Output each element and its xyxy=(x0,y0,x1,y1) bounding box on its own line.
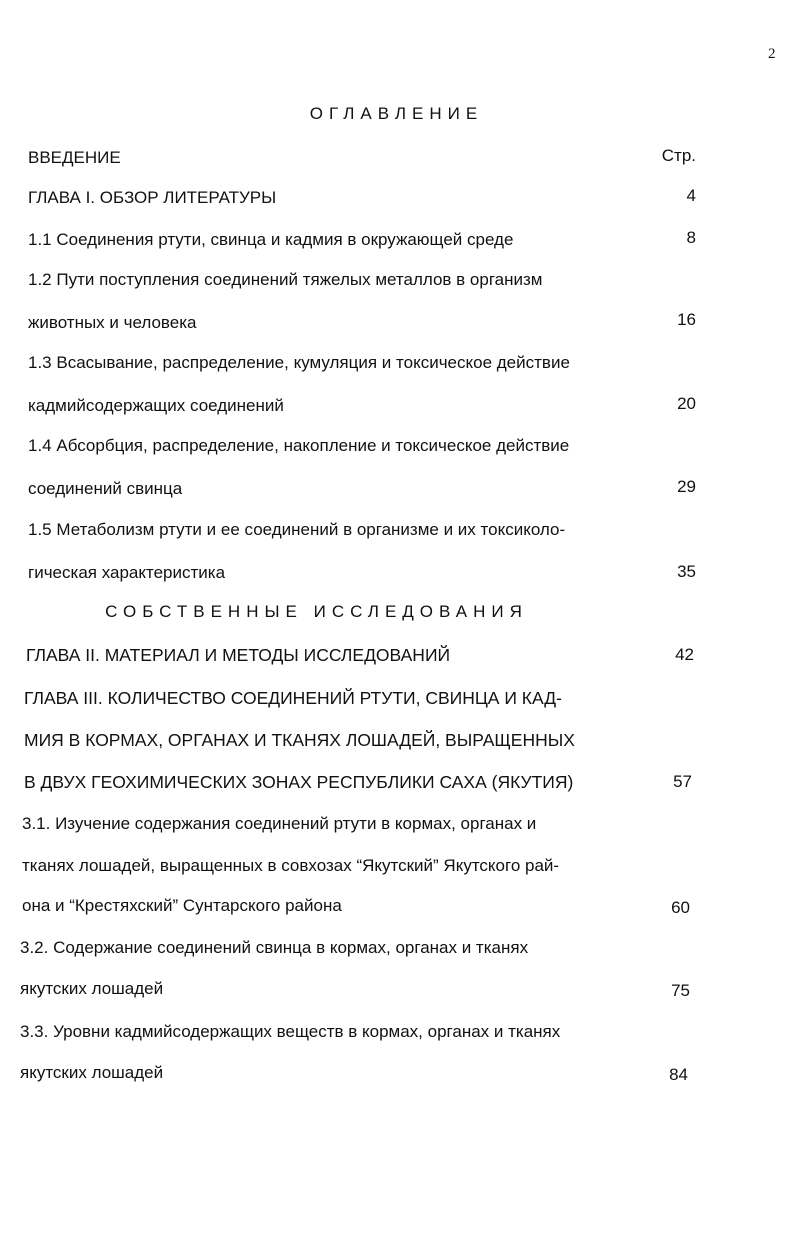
toc-page-1-4: 29 xyxy=(677,477,696,496)
toc-entry-1-5-cont: гическая характеристика xyxy=(28,563,226,582)
page-number: 2 xyxy=(768,46,776,62)
toc-entry-1-2: 1.2 Пути поступления соединений тяжелых металлов в организм xyxy=(28,270,543,289)
section-heading-own-research: СОБСТВЕННЫЕ ИССЛЕДОВАНИЯ xyxy=(105,602,528,621)
toc-entry-3-2-cont: якутских лошадей xyxy=(20,979,164,998)
page-column-header: Стр. xyxy=(661,146,696,165)
toc-entry-3-3-cont: якутских лошадей xyxy=(20,1063,164,1082)
toc-entry-3-1: 3.1. Изучение содержания соединений ртути в кормах, органах и xyxy=(22,814,537,833)
toc-entry-1-4: 1.4 Абсорбция, распределение, накопление и токсическое действие xyxy=(28,436,570,455)
toc-page-1-5: 35 xyxy=(677,562,696,581)
toc-page-chapter-3: 57 xyxy=(673,772,692,791)
toc-page-3-3: 84 xyxy=(669,1065,688,1084)
toc-page-3-1: 60 xyxy=(671,898,690,917)
toc-entry-1-5: 1.5 Метаболизм ртути и ее соединений в организме и их токсиколо- xyxy=(28,520,566,539)
toc-entry-chapter-2: ГЛАВА II. МАТЕРИАЛ И МЕТОДЫ ИССЛЕДОВАНИЙ xyxy=(26,645,451,665)
toc-page-chapter-2: 42 xyxy=(675,645,694,664)
toc-entry-1-4-cont: соединений свинца xyxy=(28,479,183,498)
toc-page-1-2: 16 xyxy=(677,310,696,329)
toc-entry-1-3-cont: кадмийсодержащих соединений xyxy=(28,396,284,415)
toc-entry-chapter-3-cont2: В ДВУХ ГЕОХИМИЧЕСКИХ ЗОНАХ РЕСПУБЛИКИ САХА (ЯКУТИЯ) xyxy=(24,772,574,792)
toc-page-1-3: 20 xyxy=(677,394,696,413)
toc-page-3-2: 75 xyxy=(671,981,690,1000)
toc-entry-chapter-3: ГЛАВА III. КОЛИЧЕСТВО СОЕДИНЕНИЙ РТУТИ, СВИНЦА И КАД- xyxy=(24,688,562,708)
toc-entry-introduction: ВВЕДЕНИЕ xyxy=(28,148,121,167)
toc-entry-3-1-cont1: тканях лошадей, выращенных в совхозах “Якутский” Якутского рай- xyxy=(22,856,560,875)
toc-entry-3-1-cont2: она и “Крестяхский” Сунтарского района xyxy=(22,896,342,915)
toc-entry-3-3: 3.3. Уровни кадмийсодержащих веществ в кормах, органах и тканях xyxy=(20,1022,561,1041)
toc-page-1-1: 8 xyxy=(686,228,696,247)
toc-entry-chapter-3-cont1: МИЯ В КОРМАХ, ОРГАНАХ И ТКАНЯХ ЛОШАДЕЙ, ВЫРАЩЕННЫХ xyxy=(24,730,575,750)
toc-entry-1-3: 1.3 Всасывание, распределение, кумуляция и токсическое действие xyxy=(28,353,570,372)
toc-title: ОГЛАВЛЕНИЕ xyxy=(309,104,484,123)
toc-page-chapter-1: 4 xyxy=(686,186,696,205)
toc-entry-3-2: 3.2. Содержание соединений свинца в кормах, органах и тканях xyxy=(20,938,529,957)
toc-entry-1-2-cont: животных и человека xyxy=(28,313,197,332)
toc-entry-chapter-1: ГЛАВА I. ОБЗОР ЛИТЕРАТУРЫ xyxy=(28,188,277,207)
toc-entry-1-1: 1.1 Соединения ртути, свинца и кадмия в окружающей среде xyxy=(28,230,514,249)
